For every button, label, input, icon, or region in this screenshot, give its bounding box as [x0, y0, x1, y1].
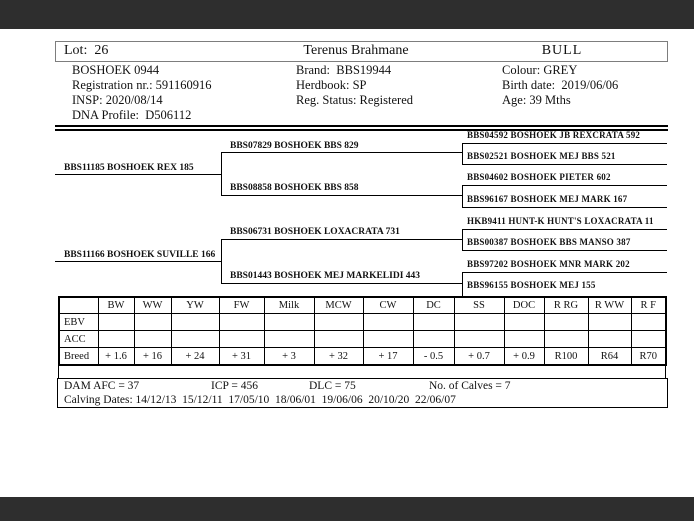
cell — [98, 314, 134, 331]
col-header: FW — [219, 297, 264, 314]
cell: + 32 — [314, 348, 363, 366]
frame-stub — [58, 364, 59, 378]
colour: Colour: GREY — [502, 63, 578, 77]
brand: Brand: BBS19944 — [296, 63, 392, 77]
cell: + 24 — [171, 348, 219, 366]
lot-number: Lot: 26 — [64, 43, 109, 58]
ebv-table — [58, 296, 667, 366]
breed-row — [59, 348, 666, 366]
cell — [314, 314, 363, 331]
pedigree-bracket — [462, 229, 463, 251]
great-grandparent-name: BBS02521 BOSHOEK MEJ BBS 521 — [467, 151, 616, 161]
animal-name: BOSHOEK 0944 — [72, 63, 160, 77]
col-header: DOC — [504, 297, 544, 314]
pedigree-line — [462, 229, 667, 230]
sex-label: BULL — [541, 43, 583, 58]
dam-name: BBS11166 BOSHOEK SUVILLE 166 — [64, 250, 216, 260]
col-header: R F — [631, 297, 666, 314]
cell — [544, 314, 588, 331]
birth-date: Birth date: 2019/06/06 — [502, 78, 619, 92]
cell — [363, 314, 413, 331]
cell — [454, 331, 504, 348]
cell: + 1.6 — [98, 348, 134, 366]
icp: ICP = 456 — [211, 380, 258, 392]
sire-name: BBS11185 BOSHOEK REX 185 — [64, 163, 194, 173]
cell — [134, 314, 171, 331]
pedigree-bracket — [462, 185, 463, 208]
col-header: BW — [98, 297, 134, 314]
grandparent-name: BBS06731 BOSHOEK LOXACRATA 731 — [230, 227, 400, 237]
pedigree-line — [221, 283, 462, 284]
great-grandparent-name: BBS04592 BOSHOEK JB REXCRATA 592 — [467, 130, 641, 140]
pedigree-line — [462, 272, 667, 273]
cell — [134, 331, 171, 348]
cell — [454, 314, 504, 331]
cell — [171, 331, 219, 348]
cell — [413, 331, 454, 348]
col-header: SS — [454, 297, 504, 314]
cell — [314, 331, 363, 348]
col-header: WW — [134, 297, 171, 314]
inspection-date: INSP: 2020/08/14 — [72, 93, 163, 107]
pedigree-bracket — [221, 152, 222, 196]
cell: + 31 — [219, 348, 264, 366]
great-grandparent-name: BBS04602 BOSHOEK PIETER 602 — [467, 172, 611, 182]
dna-profile: DNA Profile: D506112 — [72, 108, 192, 122]
great-grandparent-name: BBS96155 BOSHOEK MEJ 155 — [467, 280, 596, 290]
great-grandparent-name: BBS97202 BOSHOEK MNR MARK 202 — [467, 259, 630, 269]
pedigree-bracket — [462, 143, 463, 165]
grandparent-name: BBS07829 BOSHOEK BBS 829 — [230, 141, 359, 151]
acc-row — [59, 331, 666, 348]
pedigree-line — [462, 185, 667, 186]
pedigree-line — [462, 207, 667, 208]
row-label: ACC — [59, 331, 98, 348]
age: Age: 39 Mths — [502, 93, 571, 107]
pedigree-bracket — [221, 239, 222, 284]
pedigree-line — [462, 164, 667, 165]
cell: + 3 — [264, 348, 314, 366]
pedigree-line — [55, 174, 222, 175]
cell — [544, 331, 588, 348]
pedigree-line — [55, 261, 222, 262]
col-header: MCW — [314, 297, 363, 314]
grandparent-name: BBS01443 BOSHOEK MEJ MARKELIDI 443 — [230, 271, 421, 281]
col-header: CW — [363, 297, 413, 314]
pedigree-line — [221, 239, 462, 240]
ebv-row — [59, 314, 666, 331]
cell — [264, 314, 314, 331]
cell — [413, 314, 454, 331]
viewer-bottom-band — [0, 497, 694, 521]
cell: R100 — [544, 348, 588, 366]
cell — [504, 331, 544, 348]
pedigree-bracket — [462, 272, 463, 296]
reg-status: Reg. Status: Registered — [296, 93, 413, 107]
cell — [588, 331, 631, 348]
cell — [631, 314, 666, 331]
corner-cell — [59, 297, 98, 314]
col-header: YW — [171, 297, 219, 314]
number-of-calves: No. of Calves = 7 — [429, 380, 511, 392]
col-header: R WW — [588, 297, 631, 314]
breed-title: Terenus Brahmane — [303, 43, 409, 58]
row-label: EBV — [59, 314, 98, 331]
dlc: DLC = 75 — [309, 380, 356, 392]
col-header: R RG — [544, 297, 588, 314]
col-header: Milk — [264, 297, 314, 314]
calving-dates: Calving Dates: 14/12/13 15/12/11 17/05/10 18/06/01 19/06/06 20/10/20 22/06/07 — [64, 394, 456, 406]
pedigree-line — [462, 143, 667, 144]
col-header: DC — [413, 297, 454, 314]
cell — [631, 331, 666, 348]
cell: + 16 — [134, 348, 171, 366]
dam-stats-box — [57, 378, 668, 408]
viewer-top-band — [0, 0, 694, 29]
great-grandparent-name: BBS00387 BOSHOEK BBS MANSO 387 — [467, 237, 631, 247]
cell: - 0.5 — [413, 348, 454, 366]
great-grandparent-name: HKB9411 HUNT-K HUNT'S LOXACRATA 11 — [467, 216, 654, 226]
grandparent-name: BBS08858 BOSHOEK BBS 858 — [230, 183, 359, 193]
cell — [363, 331, 413, 348]
cell — [588, 314, 631, 331]
frame-stub — [665, 364, 666, 378]
cell — [219, 314, 264, 331]
pedigree-line — [462, 250, 667, 251]
cell — [504, 314, 544, 331]
pedigree-line — [221, 195, 462, 196]
cell: + 0.7 — [454, 348, 504, 366]
lot-header-box — [55, 41, 668, 62]
pedigree-line — [221, 152, 462, 153]
cell: + 0.9 — [504, 348, 544, 366]
registration-number: Registration nr.: 591160916 — [72, 78, 212, 92]
cell: R70 — [631, 348, 666, 366]
great-grandparent-name: BBS96167 BOSHOEK MEJ MARK 167 — [467, 194, 628, 204]
cell — [171, 314, 219, 331]
row-label: Breed — [59, 348, 98, 366]
cell: R64 — [588, 348, 631, 366]
cell: + 17 — [363, 348, 413, 366]
ebv-header-row — [59, 297, 666, 314]
cell — [219, 331, 264, 348]
cell — [98, 331, 134, 348]
cell — [264, 331, 314, 348]
herdbook: Herdbook: SP — [296, 78, 367, 92]
dam-afc: DAM AFC = 37 — [64, 380, 140, 392]
